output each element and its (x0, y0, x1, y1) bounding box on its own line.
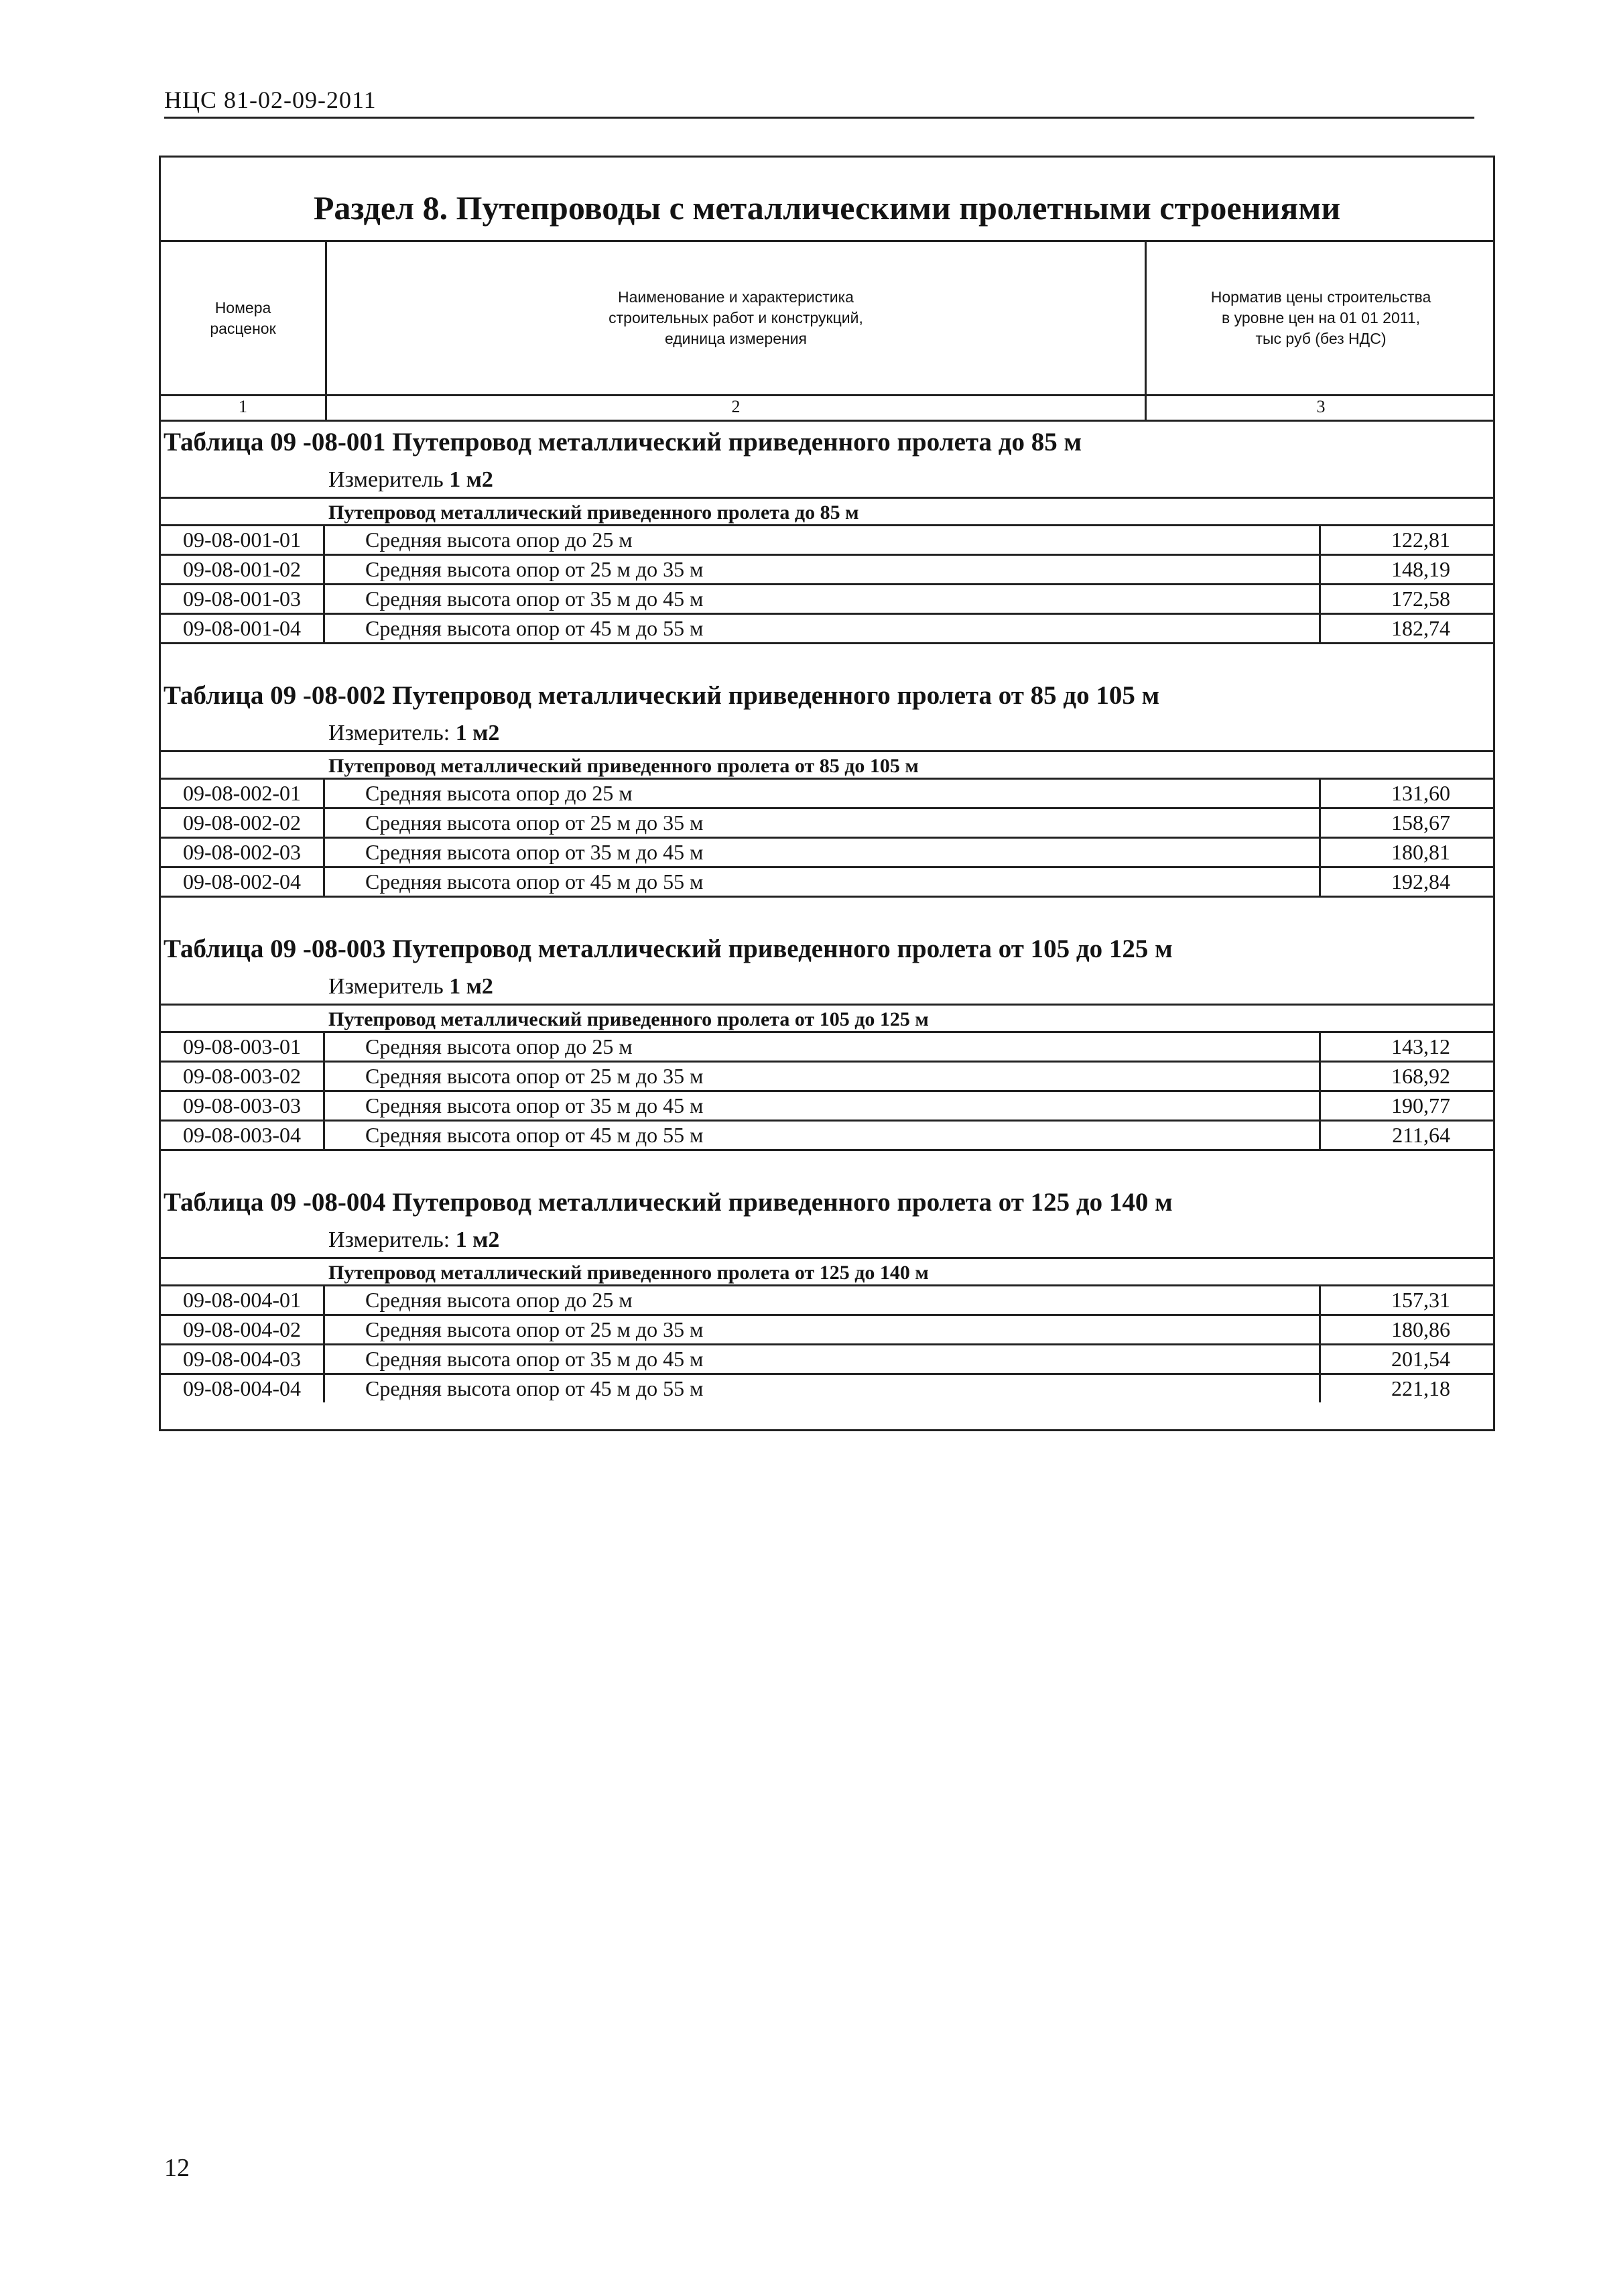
column-header-price-line: в уровне цен на 01 01 2011, (1221, 309, 1420, 326)
rate-name: Средняя высота опор от 45 м до 55 м (365, 616, 704, 640)
meter-label: Измеритель: (328, 721, 450, 745)
rate-name: Средняя высота опор до 25 м (365, 781, 633, 805)
rate-name: Средняя высота опор до 25 м (365, 1288, 633, 1312)
table-row (161, 1092, 1493, 1122)
meter-label: Измеритель (328, 467, 444, 492)
rate-price: 172,58 (1319, 585, 1497, 613)
table-subheading (161, 1257, 1493, 1286)
table-row (161, 780, 1493, 809)
rate-price: 182,74 (1319, 615, 1497, 642)
column-header-description-line: строительных работ и конструкций, (609, 309, 863, 326)
rate-code: 09-08-001-01 (161, 526, 325, 554)
table-row (161, 1033, 1493, 1063)
rate-price: 131,60 (1319, 780, 1497, 807)
rate-name: Средняя высота опор от 25 м до 35 м (365, 1064, 704, 1088)
rate-price: 148,19 (1319, 556, 1497, 583)
table-title: Таблица 09 -08-003 Путепровод металлический приведенного пролета от 105 до 125 м (164, 934, 1173, 963)
table-row (161, 585, 1493, 615)
column-header-codes-line: расценок (210, 319, 276, 337)
table-row (161, 1122, 1493, 1151)
rate-name: Средняя высота опор от 35 м до 45 м (365, 1347, 704, 1371)
meter-line (328, 1227, 499, 1253)
column-header-price-line: Норматив цены строительства (1210, 288, 1431, 306)
column-header-codes (161, 242, 325, 394)
meter-line (328, 467, 493, 493)
column-header-description (327, 242, 1145, 394)
meter-label: Измеритель: (328, 1227, 450, 1252)
rate-name: Средняя высота опор от 25 м до 35 м (365, 810, 704, 835)
column-header-description-line: единица измерения (664, 330, 808, 347)
table-row (161, 1063, 1493, 1092)
rate-code: 09-08-001-04 (161, 615, 325, 642)
meter-line (328, 721, 499, 746)
section-title: Раздел 8. Путепроводы с металлическими пролетными строениями (161, 158, 1493, 242)
meter-label: Измеритель (328, 974, 444, 999)
rate-code: 09-08-001-03 (161, 585, 325, 613)
rate-code: 09-08-003-03 (161, 1092, 325, 1120)
rate-price: 221,18 (1319, 1375, 1497, 1402)
table-subheading-text: Путепровод металлический приведенного пролета от 125 до 140 м (328, 1262, 929, 1284)
meter-value: 1 м2 (455, 721, 500, 745)
rate-price: 180,81 (1319, 839, 1497, 866)
section-frame (159, 156, 1495, 1431)
table-row (161, 1286, 1493, 1316)
table-row (161, 526, 1493, 556)
meter-value: 1 м2 (449, 467, 493, 492)
rate-name: Средняя высота опор от 25 м до 35 м (365, 1317, 704, 1341)
table-row (161, 615, 1493, 644)
rate-price: 122,81 (1319, 526, 1497, 554)
rate-code: 09-08-002-01 (161, 780, 325, 807)
meter-value: 1 м2 (449, 974, 493, 999)
rate-code: 09-08-004-01 (161, 1286, 325, 1314)
rate-code: 09-08-003-02 (161, 1063, 325, 1090)
rate-code: 09-08-004-03 (161, 1345, 325, 1373)
meter-line (328, 974, 493, 1000)
document-code-header: НЦС 81-02-09-2011 (164, 86, 1474, 119)
table-row (161, 868, 1493, 898)
table-title: Таблица 09 -08-004 Путепровод металлический приведенного пролета от 125 до 140 м (164, 1188, 1173, 1217)
rate-name: Средняя высота опор от 35 м до 45 м (365, 587, 704, 611)
table-row (161, 1375, 1493, 1404)
rate-price: 192,84 (1319, 868, 1497, 896)
rate-code: 09-08-004-02 (161, 1316, 325, 1343)
table-row (161, 839, 1493, 868)
column-header-price-line: тыс руб (без НДС) (1255, 330, 1387, 347)
rate-code: 09-08-003-04 (161, 1122, 325, 1149)
table-subheading (161, 497, 1493, 526)
rate-price: 201,54 (1319, 1345, 1497, 1373)
page-number: 12 (164, 2154, 190, 2182)
column-number: 3 (1316, 397, 1326, 416)
rate-code: 09-08-002-02 (161, 809, 325, 837)
rate-name: Средняя высота опор от 25 м до 35 м (365, 557, 704, 581)
table-subheading-text: Путепровод металлический приведенного пролета от 105 до 125 м (328, 1008, 929, 1030)
rate-price: 168,92 (1319, 1063, 1497, 1090)
table-subheading (161, 1004, 1493, 1033)
column-number: 2 (731, 397, 741, 416)
rate-price: 190,77 (1319, 1092, 1497, 1120)
column-number-divider (161, 394, 1493, 396)
rate-price: 180,86 (1319, 1316, 1497, 1343)
table-row (161, 556, 1493, 585)
rate-name: Средняя высота опор до 25 м (365, 1034, 633, 1059)
table-title: Таблица 09 -08-001 Путепровод металлический приведенного пролета до 85 м (164, 428, 1082, 457)
rate-code: 09-08-003-01 (161, 1033, 325, 1061)
column-header-bottom (161, 420, 1493, 422)
column-header-codes-line: Номера (214, 298, 271, 316)
column-header-description-line: Наименование и характеристика (618, 288, 854, 306)
rate-price: 158,67 (1319, 809, 1497, 837)
rate-price: 143,12 (1319, 1033, 1497, 1061)
rate-name: Средняя высота опор от 35 м до 45 м (365, 840, 704, 864)
rate-price: 211,64 (1319, 1122, 1497, 1149)
table-subheading-text: Путепровод металлический приведенного пролета от 85 до 105 м (328, 755, 919, 777)
meter-value: 1 м2 (455, 1227, 500, 1252)
rate-name: Средняя высота опор от 45 м до 55 м (365, 869, 704, 894)
table-subheading (161, 750, 1493, 780)
rate-code: 09-08-004-04 (161, 1375, 325, 1402)
table-title: Таблица 09 -08-002 Путепровод металлический приведенного пролета от 85 до 105 м (164, 681, 1160, 710)
rate-name: Средняя высота опор от 35 м до 45 м (365, 1093, 704, 1117)
rate-code: 09-08-002-04 (161, 868, 325, 896)
rate-name: Средняя высота опор от 45 м до 55 м (365, 1376, 704, 1400)
rate-price: 157,31 (1319, 1286, 1497, 1314)
rate-code: 09-08-002-03 (161, 839, 325, 866)
rate-name: Средняя высота опор от 45 м до 55 м (365, 1123, 704, 1147)
rate-code: 09-08-001-02 (161, 556, 325, 583)
table-row (161, 1316, 1493, 1345)
table-row (161, 809, 1493, 839)
table-row (161, 1345, 1493, 1375)
column-number: 1 (239, 397, 247, 416)
table-subheading-text: Путепровод металлический приведенного пролета до 85 м (328, 501, 859, 524)
column-header-price (1147, 242, 1495, 394)
rate-name: Средняя высота опор до 25 м (365, 528, 633, 552)
